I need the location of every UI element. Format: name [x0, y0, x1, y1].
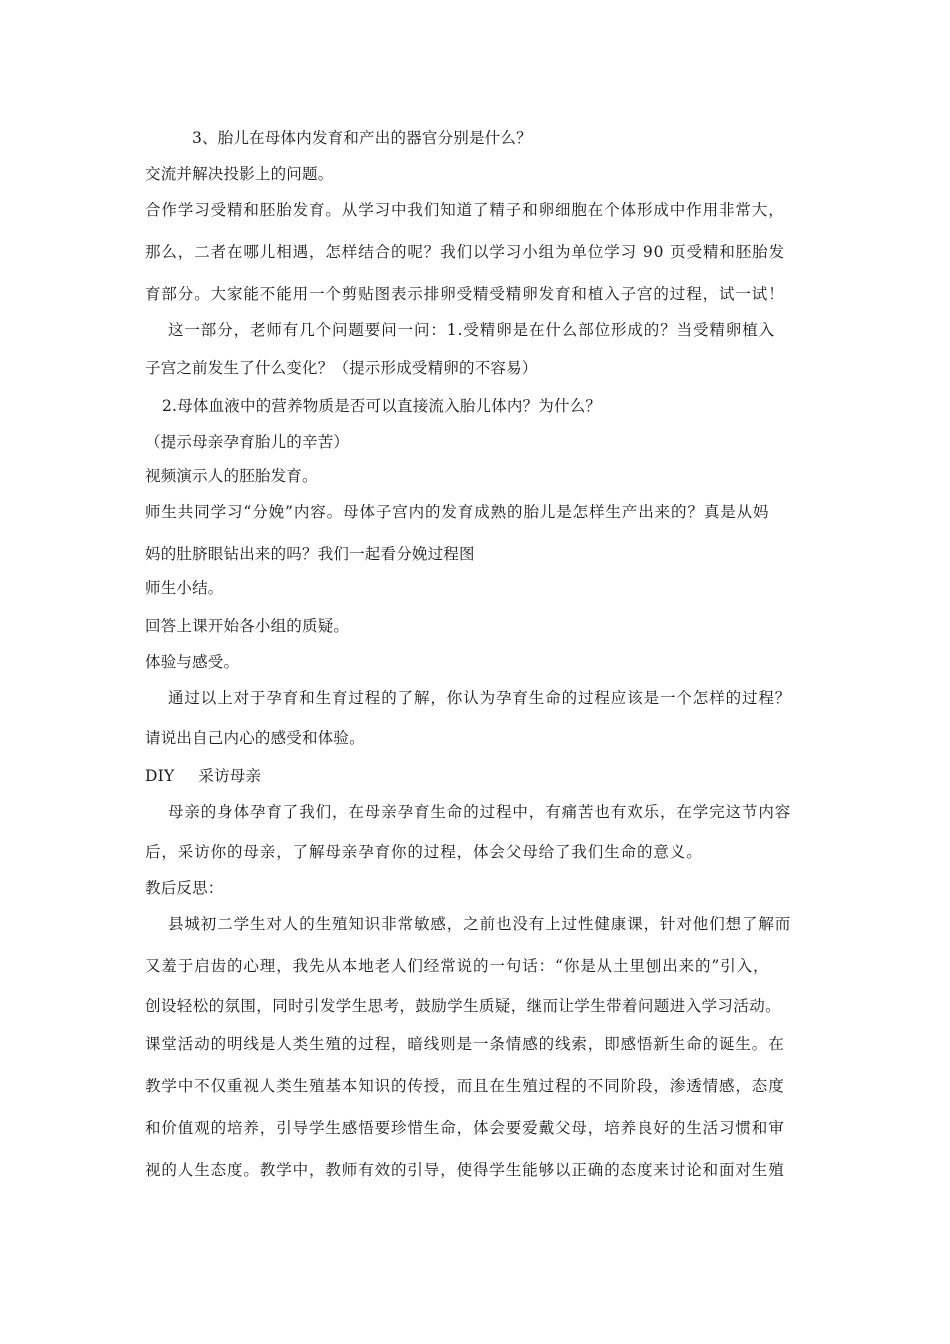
- paragraph-line: 2.母体血液中的营养物质是否可以直接流入胎儿体内？为什么？: [162, 397, 602, 415]
- paragraph-line: 那么，二者在哪儿相遇，怎样结合的呢？我们以学习小组为单位学习 90 页受精和胚胎发: [145, 243, 785, 261]
- paragraph-line: 师生共同学习“分娩”内容。母体子宫内的发育成熟的胎儿是怎样生产出来的？真是从妈: [145, 503, 770, 521]
- paragraph-line: 母亲的身体孕育了我们，在母亲孕育生命的过程中，有痛苦也有欢乐，在学完这节内容: [168, 803, 792, 821]
- paragraph-line: 创设轻松的氛围，同时引发学生思考，鼓励学生质疑，继而让学生带着问题进入学习活动。: [145, 997, 782, 1015]
- paragraph-line: 和价值观的培养，引导学生感悟要珍惜生命，体会要爱戴父母，培养良好的生活习惯和审: [145, 1119, 785, 1137]
- paragraph-line: 视频演示人的胚胎发育。: [145, 467, 318, 485]
- paragraph-line: 这一部分，老师有几个问题要问一问：1.受精卵是在什么部位形成的？当受精卵植入: [168, 321, 775, 339]
- paragraph-line: 子宫之前发生了什么变化？（提示形成受精卵的不容易）: [145, 359, 538, 377]
- section-heading: 教后反思：: [145, 879, 224, 897]
- paragraph-line: 课堂活动的明线是人类生殖的过程，暗线则是一条情感的线索，即感悟新生命的诞生。在: [145, 1035, 785, 1053]
- question-3: 3、胎儿在母体内发育和产出的器官分别是什么？: [192, 129, 532, 147]
- paragraph-line: 回答上课开始各小组的质疑。: [145, 617, 350, 635]
- section-heading: 体验与感受。: [145, 653, 240, 671]
- paragraph-line: 教学中不仅重视人类生殖基本知识的传授，而且在生殖过程的不同阶段，渗透情感，态度: [145, 1077, 785, 1095]
- paragraph-line: 合作学习受精和胚胎发育。从学习中我们知道了精子和卵细胞在个体形成中作用非常大，: [145, 201, 785, 219]
- paragraph-line: 县城初二学生对人的生殖知识非常敏感，之前也没有上过性健康课，针对他们想了解而: [168, 915, 792, 933]
- paragraph-line: 又羞于启齿的心理，我先从本地老人们经常说的一句话：“你是从土里刨出来的”引入，: [145, 957, 770, 975]
- paragraph-line: 视的人生态度。教学中，教师有效的引导，使得学生能够以正确的态度来讨论和面对生殖: [145, 1161, 785, 1179]
- paragraph-line: 师生小结。: [145, 579, 224, 597]
- paragraph-line: 通过以上对于孕育和生育过程的了解，你认为孕育生命的过程应该是一个怎样的过程？: [168, 689, 792, 707]
- diy-heading: [145, 766, 261, 786]
- paragraph-line: （提示母亲孕育胎儿的辛苦）: [145, 433, 350, 451]
- paragraph-line: 妈的肚脐眼钻出来的吗？我们一起看分娩过程图: [145, 545, 475, 563]
- diy-label: DIY: [145, 767, 175, 785]
- paragraph-line: 后，采访你的母亲，了解母亲孕育你的过程，体会父母给了我们生命的意义。: [145, 843, 703, 861]
- paragraph-line: 育部分。大家能不能用一个剪贴图表示排卵受精受精卵发育和植入子宫的过程，试一试！: [145, 285, 785, 303]
- diy-title: 采访母亲: [198, 767, 262, 785]
- paragraph-line: 请说出自己内心的感受和体验。: [145, 729, 365, 747]
- paragraph-line: 交流并解决投影上的问题。: [145, 165, 334, 183]
